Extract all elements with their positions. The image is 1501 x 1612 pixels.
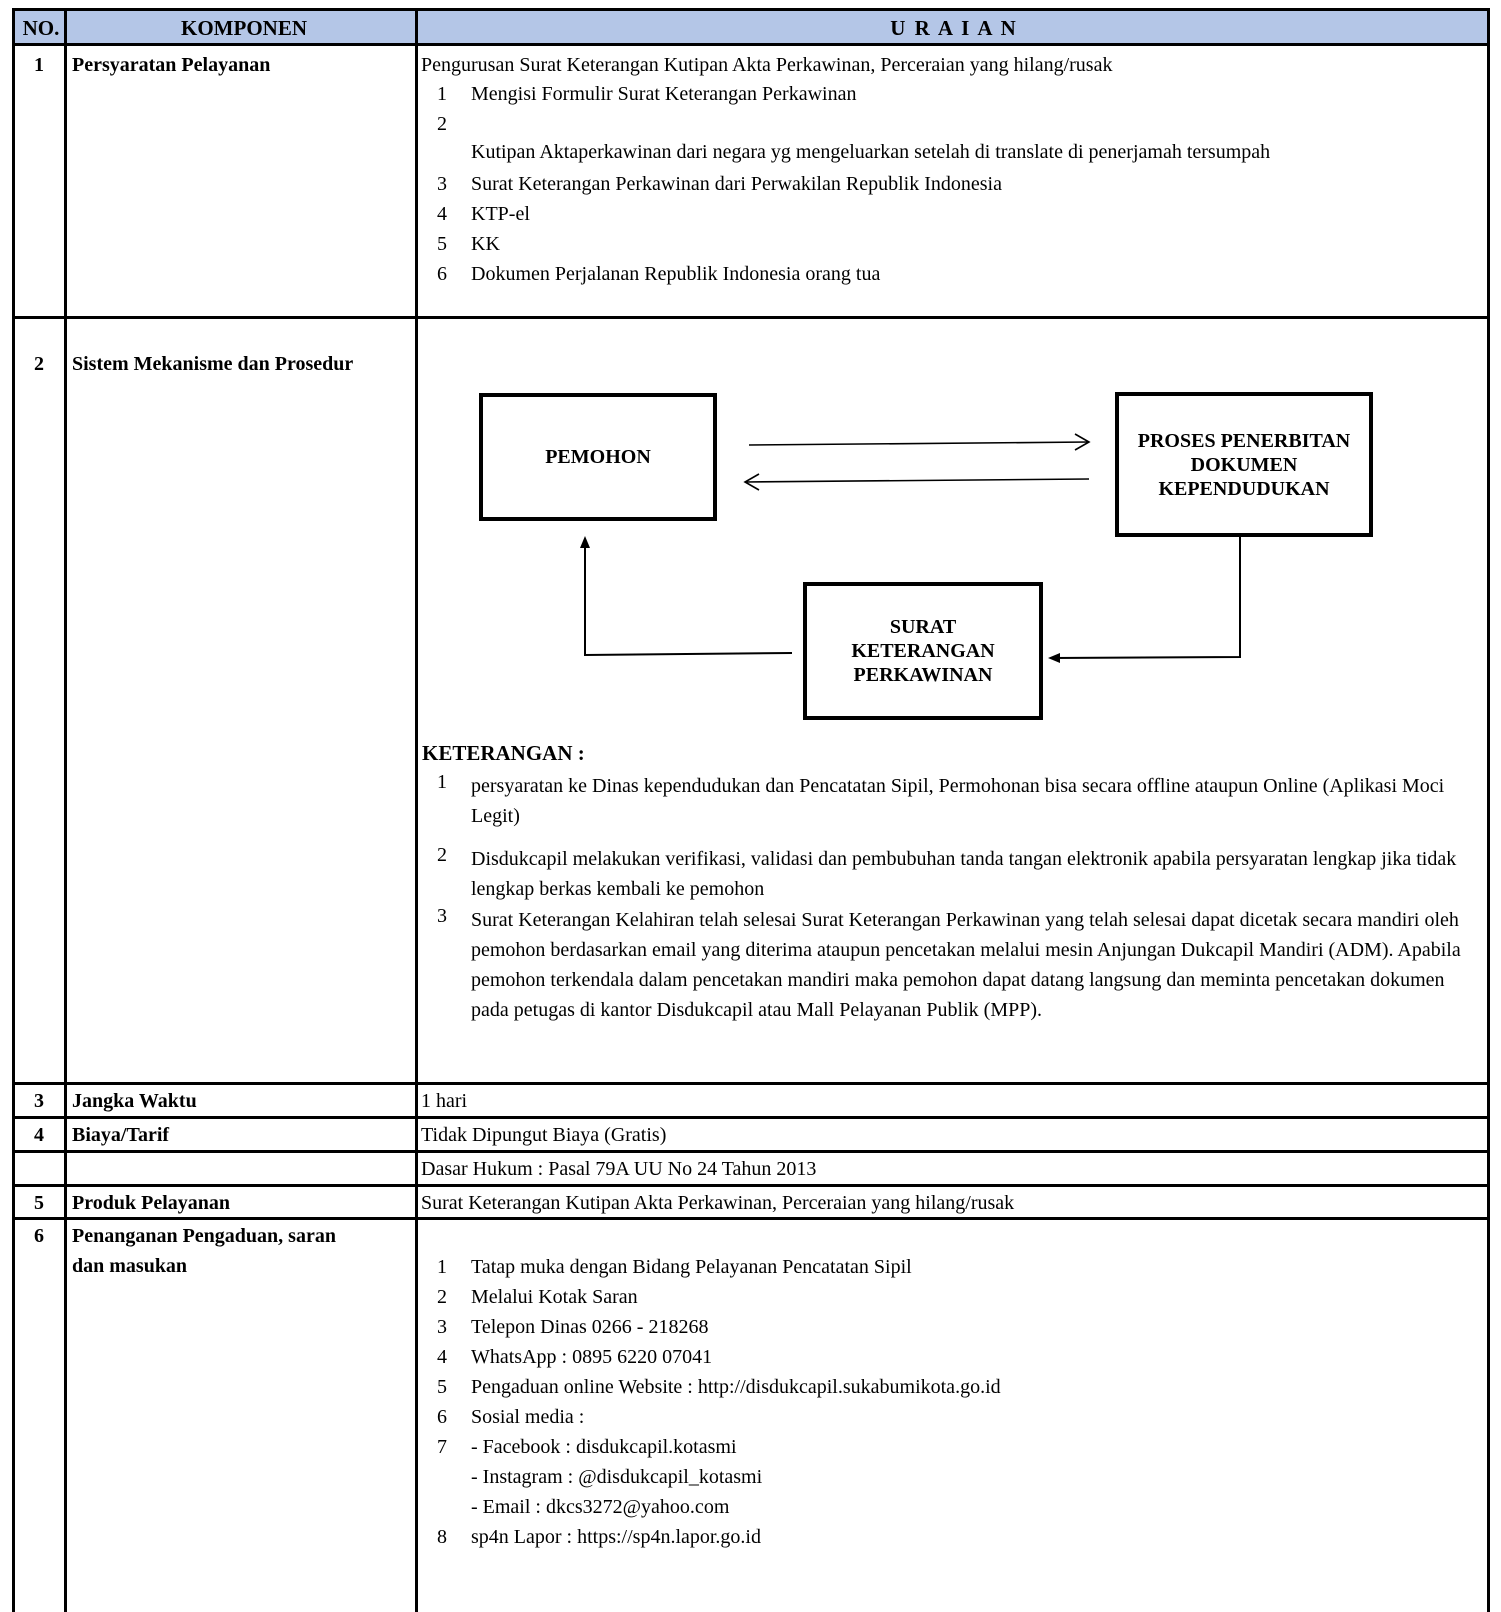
component-label: Produk Pelayanan [72,1192,230,1214]
row-number: 4 [34,1124,44,1146]
fee-value: Tidak Dipungut Biaya (Gratis) [421,1124,667,1146]
component-label: Biaya/Tarif [72,1124,170,1146]
row-number: 3 [34,1090,44,1112]
header-uraian: U R A I A N [890,16,1018,40]
connector-surat-to-pemohon [585,545,792,655]
keterangan-title: KETERANGAN : [422,741,585,765]
row-number: 5 [34,1192,44,1214]
arrow-head-to-surat [1048,653,1060,663]
legal-basis: Dasar Hukum : Pasal 79A UU No 24 Tahun 2013 [421,1158,817,1180]
row-number: 2 [34,353,44,375]
row-number: 6 [34,1225,44,1247]
pemohon-label: PEMOHON [545,446,651,468]
row-number: 1 [34,54,44,76]
proses-label: PROSES PENERBITAN DOKUMEN KEPENDUDUKAN [1137,429,1351,500]
arrow-to-pemohon [745,479,1089,482]
surat-label: SURAT KETERANGAN PERKAWINAN [851,616,995,686]
requirement-intro: Pengurusan Surat Keterangan Kutipan Akta Perkawinan, Perceraian yang hilang/rusak [421,54,1113,76]
component-label: Sistem Mekanisme dan Prosedur [72,353,354,375]
arrow-head-to-pemohon [580,536,590,548]
component-label: Persyaratan Pelayanan [72,54,271,76]
header-no: NO. [22,16,60,40]
component-label-line2: dan masukan [72,1255,188,1277]
connector-proses-to-surat [1052,537,1240,658]
component-label-line1: Penanganan Pengaduan, saran [72,1225,336,1247]
service-standard-table: NO. KOMPONEN U R A I A N 1 Persyaratan Pelayanan Pengurusan Surat Keterangan Kutipan Akta Perkawinan, Perceraian yang hilang/rusak 1 Mengisi Formulir Surat Keterangan Perkawinan 2 Kutipan Aktaperkawinan dari negara yg mengeluarkan setelah di translate di penerjamah tersumpah 3 Surat Keterangan Perkawinan dari Perwakilan Republik Indonesia 4 KTP-el 5 KK 6 Dokumen Perjalanan Republik Indonesia orang tua 2 Sistem Mekanisme dan Prosedur PEMOHON PROSES PENERBITAN DOKUMEN KEPENDUDUKAN SURAT KETERANGAN PERKAWINAN KETERANGAN : 1 persyaratan ke Dinas kependudukan dan Pencatatan Sipil, Permohonan bisa secara offline ataupun Online (Aplikasi Moci Legit) 2 Disdukcapil melakukan verifikasi, validasi dan pembubuhan tanda tangan elektronik apabila persyaratan lengkap jika tidak lengkap berkas kembali ke pemohon 3 Surat Keterangan Kelahiran telah selesai Surat Keterangan Perkawinan yang telah selesai dapat dicetak secara mandiri oleh pemohon berdasarkan email yang diterima ataupun pencetakan melalui mesin Anjungan Dukcapil Mandiri (ADM). Apabila pemohon terkendala dalam pencetakan mandiri maka pemohon dapat datang langsung dan meminta pencetakan dokumen pada petugas di kantor Disdukcapil atau Mall Pelayanan Publik (MPP). 3 Jangka Waktu 1 hari 4 Biaya/Tarif Tidak Dipungut Biaya (Gratis) Dasar Hukum : Pasal 79A UU No 24 Tahun 2013 5 Produk Pelayanan Surat Keterangan Kutipan Akta Perkawinan, Perceraian yang hilang/rusak 6 Penanganan Pengaduan, saran dan masukan 1 Tatap muka dengan Bidang Pelayanan Pencatatan Sipil 2 Melalui Kotak Saran 3 Telepon Dinas 0266 - 218268 4 WhatsApp : 0895 6220 07041 5 Pengaduan online Website : http://disdukcapil.sukabumikota.go.id 6 Sosial media : 7 - Facebook : disdukcapil.kotasmi - Instagram : @disdukcapil_kotasmi - Email : dkcs3272@yahoo.com 8 sp4n Lapor : https://sp4n.lapor.go.id [12,8,1490,1612]
arrow-to-proses [749,442,1089,445]
product-value: Surat Keterangan Kutipan Akta Perkawinan, Perceraian yang hilang/rusak [421,1192,1015,1214]
header-komponen: KOMPONEN [181,16,307,40]
component-label: Jangka Waktu [72,1090,197,1112]
duration-value: 1 hari [421,1090,468,1112]
